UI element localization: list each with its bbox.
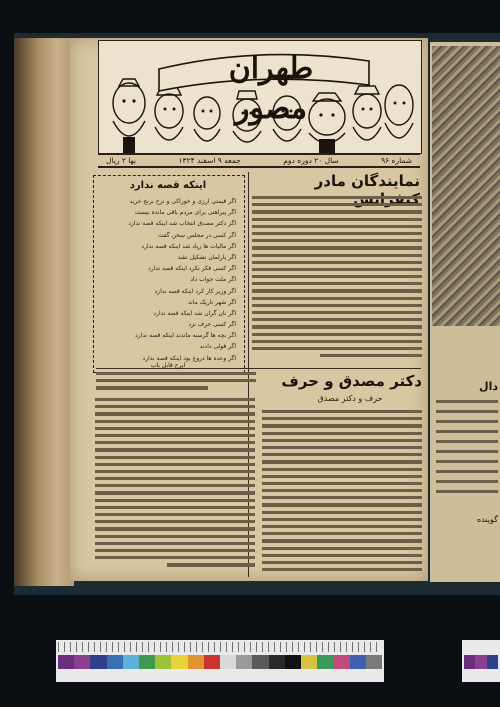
masthead-title: طهران مصور [228,51,314,126]
calibration-swatch [333,655,349,669]
facing-page-text-line [436,410,498,413]
calibration-swatch [220,655,236,669]
calibration-swatch [204,655,220,669]
book-spine [14,38,74,586]
facing-page-photo [432,46,500,326]
calibration-swatches [58,655,382,669]
calibration-swatch [317,655,333,669]
poem-line: اگر قیمتی ارزی و خوراکی و نرخ برنج خرید [129,198,236,205]
calibration-swatch [252,655,268,669]
poem-line: اگر کسی حرف نزد [188,321,236,329]
doctor-article-body [262,410,422,578]
poem-line: اگر ملت جواب داد [190,276,236,284]
facing-page-text-line [436,440,498,443]
poem-title: اینکه قصه ندارد [129,180,207,191]
poem-line: اگر مالیات ها زیاد شد اینکه قصه ندارد [141,242,236,250]
calibration-swatches-partial [464,655,498,669]
facing-page-text-line [436,460,498,463]
doctor-subheadline: حرف و دکتر مصدق [317,394,383,403]
calibration-swatch [350,655,366,669]
calibration-swatch [139,655,155,669]
poem-line: اگر کسی در مجلس سخن گفت [157,231,236,239]
facing-page-text-line [436,470,498,473]
facing-page-text-line [436,490,498,493]
facing-page-text-line [436,420,498,423]
issue-price: بها ۲ ریال [106,156,137,165]
poem-line: اگر شهر تاریک ماند [188,298,236,306]
calibration-swatch [188,655,204,669]
facing-page-text-line [436,480,498,483]
calibration-swatch [171,655,187,669]
issue-date: جمعه ۹ اسفند ۱۳۲۴ [178,156,241,165]
poem-signature: ایرج قابل باب [150,362,186,369]
conference-headline: نمایندگان مادر [314,172,420,190]
poem-footnote [96,372,256,394]
poem-line: اگر بچه ها گرسنه ماندند اینکه قصه ندارد [135,332,236,340]
poem-line: اگر دکتر مصدق انتخاب شد اینکه قصه ندارد [128,220,236,228]
masthead [98,40,422,154]
calibration-swatch [74,655,90,669]
calibration-swatch [464,655,475,669]
calibration-ruler [58,642,382,652]
calibration-swatch [107,655,123,669]
calibration-swatch [90,655,106,669]
calibration-swatch [58,655,74,669]
doctor-headline: دکتر مصدق و حرف [281,372,422,390]
poem-line: اگر وعده ها دروغ بود اینکه قصه ندارد [142,354,236,362]
calibration-swatch [285,655,301,669]
calibration-swatch [475,655,486,669]
poem-line: اگر وزیر کار کرد اینکه قصه ندارد [154,287,236,295]
issue-volume: سال ۲۰ دوره دوم [283,156,339,165]
calibration-swatch [269,655,285,669]
calibration-swatch [301,655,317,669]
facing-page-text-line [436,400,498,403]
calibration-swatch [487,655,498,669]
poem-line: اگر نان گران شد اینکه قصه ندارد [153,309,236,317]
conference-article-body [252,196,422,364]
issue-info-bar [98,154,420,168]
poem-body [100,196,236,366]
facing-page-text-line [436,450,498,453]
left-article-body [95,398,255,578]
poem-line: اگر پارلمان تشکیل نشد [177,253,236,261]
facing-page-text-line [436,430,498,433]
facing-page-footer: گوینده [477,515,498,524]
poem-line: اگر کسی فکر نکرد اینکه قصه ندارد [148,265,236,273]
calibration-swatch [366,655,382,669]
calibration-swatch [123,655,139,669]
poem-line: اگر پیراهنی برای مردم باقی مانده نیست [134,209,236,217]
calibration-swatch [236,655,252,669]
poem-line: اگر قولی دادند [199,343,236,351]
calibration-swatch [155,655,171,669]
facing-page-title: دال [479,380,498,393]
issue-number: شماره ۹۶ [381,156,412,165]
